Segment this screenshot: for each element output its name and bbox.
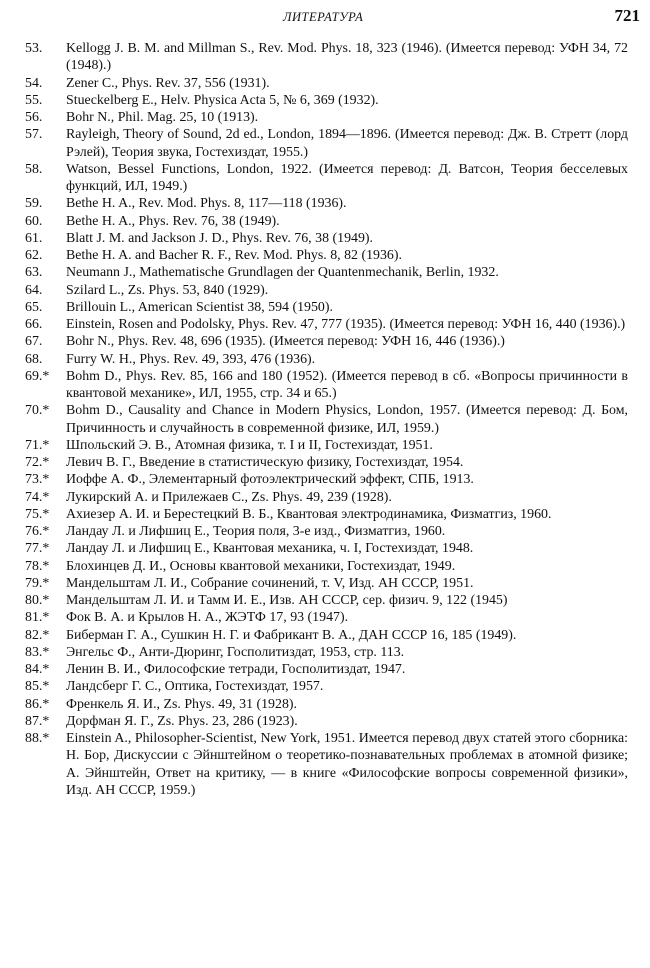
- reference-number: 57.: [25, 127, 43, 143]
- page-number: 721: [614, 6, 640, 25]
- reference-text: Watson, Bessel Functions, London, 1922. (Имеется перевод: Д. Ватсон, Теория бесселевых функций, ИЛ, 1949.): [66, 161, 628, 194]
- reference-number: 87.*: [25, 713, 50, 729]
- reference-item: [0, 678, 650, 695]
- reference-number: 74.*: [25, 489, 50, 505]
- reference-text: Иоффе А. Ф., Элементарный фотоэлектрический эффект, СПБ, 1913.: [66, 472, 474, 488]
- reference-text: Френкель Я. И., Zs. Phys. 49, 31 (1928).: [66, 696, 297, 712]
- reference-text: Blatt J. M. and Jackson J. D., Phys. Rev. 76, 38 (1949).: [66, 230, 373, 246]
- reference-number: 65.: [25, 299, 43, 315]
- reference-number: 54.: [25, 75, 43, 91]
- reference-text: Rayleigh, Theory of Sound, 2d ed., London, 1894—1896. (Имеется перевод: Дж. В. Стретт (лорд Рэлей), Теория звука, Гостехиздат, 1955.): [66, 127, 628, 160]
- reference-text: Биберман Г. А., Сушкин Н. Г. и Фабрикант В. А., ДАН СССР 16, 185 (1949).: [66, 627, 517, 643]
- reference-item: [0, 730, 650, 799]
- reference-number: 66.: [25, 317, 43, 332]
- reference-text: Ленин В. И., Философские тетради, Госполитиздат, 1947.: [66, 662, 406, 677]
- reference-text: Furry W. H., Phys. Rev. 49, 393, 476 (1936).: [66, 351, 316, 367]
- reference-text: Kellogg J. B. M. and Millman S., Rev. Mod. Phys. 18, 323 (1946). (Имеется перевод: УФН 34, 72 (1948).): [66, 41, 628, 74]
- reference-text: Фок В. А. и Крылов Н. А., ЖЭТФ 17, 93 (1947).: [66, 610, 349, 626]
- reference-number: 63.: [25, 265, 43, 281]
- reference-item: [0, 644, 650, 661]
- reference-item: [0, 713, 650, 730]
- reference-item: [0, 402, 650, 437]
- reference-text: Bohr N., Phys. Rev. 48, 696 (1935). (Имеется перевод: УФН 16, 446 (1936).): [66, 334, 505, 350]
- reference-text: Блохинцев Д. И., Основы квантовой механики, Гостехиздат, 1949.: [66, 558, 456, 574]
- reference-number: 81.*: [25, 610, 50, 626]
- reference-item: [0, 282, 650, 299]
- reference-item: [0, 523, 650, 540]
- reference-number: 61.: [25, 230, 43, 246]
- reference-number: 72.*: [25, 455, 50, 470]
- reference-text: Левич В. Г., Введение в статистическую физику, Гостехиздат, 1954.: [66, 455, 464, 470]
- reference-text: Ландау Л. и Лифшиц Е., Квантовая механика, ч. I, Гостехиздат, 1948.: [66, 541, 474, 557]
- reference-item: [0, 351, 650, 368]
- reference-text: Bethe H. A. and Bacher R. F., Rev. Mod. Phys. 8, 82 (1936).: [66, 248, 402, 263]
- reference-item: [0, 489, 650, 506]
- reference-number: 70.*: [25, 403, 50, 419]
- reference-item: [0, 299, 650, 316]
- reference-number: 58.: [25, 161, 43, 177]
- running-header-title: ЛИТЕРАТУРА: [283, 10, 364, 24]
- reference-item: [0, 696, 650, 713]
- reference-number: 68.: [25, 351, 43, 367]
- reference-item: [0, 661, 650, 678]
- reference-item: [0, 333, 650, 350]
- reference-item: [0, 126, 650, 161]
- reference-text: Stueckelberg E., Helv. Physica Acta 5, № 6, 369 (1932).: [66, 92, 379, 108]
- reference-number: 56.: [25, 110, 43, 125]
- reference-number: 77.*: [25, 541, 50, 557]
- reference-number: 88.*: [25, 731, 50, 746]
- reference-number: 55.: [25, 92, 43, 108]
- reference-number: 83.*: [25, 644, 50, 660]
- reference-number: 71.*: [25, 437, 50, 453]
- reference-number: 62.: [25, 248, 43, 263]
- reference-item: [0, 558, 650, 575]
- reference-text: Ландсберг Г. С., Оптика, Гостехиздат, 1957.: [66, 679, 324, 695]
- reference-number: 80.*: [25, 593, 50, 608]
- reference-item: [0, 592, 650, 609]
- reference-number: 73.*: [25, 472, 50, 488]
- reference-item: [0, 213, 650, 230]
- reference-item: [0, 368, 650, 403]
- reference-text: Ландау Л. и Лифшиц Е., Теория поля, 3-е изд., Физматгиз, 1960.: [66, 524, 446, 539]
- reference-item: [0, 230, 650, 247]
- reference-text: Лукирский А. и Прилежаев С., Zs. Phys. 49, 239 (1928).: [66, 489, 392, 505]
- reference-number: 84.*: [25, 662, 50, 677]
- reference-number: 76.*: [25, 524, 50, 539]
- reference-text: Мандельштам Л. И., Собрание сочинений, т. V, Изд. АН СССР, 1951.: [66, 575, 474, 591]
- reference-number: 79.*: [25, 575, 50, 591]
- reference-text: Bohm D., Causality and Chance in Modern Physics, London, 1957. (Имеется перевод: Д. Бом, Причинность и случайность в современной физике, ИЛ, 1959.): [66, 403, 628, 436]
- reference-text: Bohm D., Phys. Rev. 85, 166 and 180 (1952). (Имеется перевод в сб. «Вопросы причинности в квантовой механике», ИЛ, 1955, стр. 34 и 65.): [66, 368, 628, 401]
- reference-text: Einstein, Rosen and Podolsky, Phys. Rev. 47, 777 (1935). (Имеется перевод: УФН 16, 440 (1936).): [66, 317, 626, 332]
- reference-text: Дорфман Я. Г., Zs. Phys. 23, 286 (1923).: [66, 713, 298, 729]
- reference-text: Мандельштам Л. И. и Тамм И. Е., Изв. АН СССР, сер. физич. 9, 122 (1945): [66, 593, 508, 608]
- reference-text: Zener C., Phys. Rev. 37, 556 (1931).: [66, 75, 270, 91]
- reference-item: [0, 161, 650, 196]
- reference-item: [0, 264, 650, 281]
- reference-text: Neumann J., Mathematische Grundlagen der Quantenmechanik, Berlin, 1932.: [66, 265, 499, 281]
- reference-number: 67.: [25, 334, 43, 350]
- reference-number: 64.: [25, 282, 43, 298]
- reference-number: 69.*: [25, 368, 50, 384]
- reference-list: [0, 40, 650, 799]
- reference-item: [0, 609, 650, 626]
- reference-number: 59.: [25, 196, 43, 212]
- reference-number: 78.*: [25, 558, 50, 574]
- reference-number: 75.*: [25, 506, 50, 522]
- reference-item: [0, 195, 650, 212]
- reference-number: 60.: [25, 213, 43, 229]
- reference-text: Шпольский Э. В., Атомная физика, т. I и II, Гостехиздат, 1951.: [66, 437, 433, 453]
- reference-text: Ахиезер А. И. и Берестецкий В. Б., Квантовая электродинамика, Физматгиз, 1960.: [66, 506, 552, 522]
- reference-item: [0, 109, 650, 126]
- reference-text: Brillouin L., American Scientist 38, 594 (1950).: [66, 299, 333, 315]
- reference-item: [0, 437, 650, 454]
- reference-item: [0, 627, 650, 644]
- reference-text: Bethe H. A., Phys. Rev. 76, 38 (1949).: [66, 213, 280, 229]
- reference-item: [0, 540, 650, 557]
- reference-number: 86.*: [25, 696, 50, 712]
- reference-item: [0, 247, 650, 264]
- reference-item: [0, 75, 650, 92]
- reference-number: 85.*: [25, 679, 50, 695]
- reference-item: [0, 506, 650, 523]
- reference-text: Bohr N., Phil. Mag. 25, 10 (1913).: [66, 110, 259, 125]
- reference-item: [0, 471, 650, 488]
- reference-item: [0, 316, 650, 333]
- reference-text: Bethe H. A., Rev. Mod. Phys. 8, 117—118 (1936).: [66, 196, 347, 212]
- reference-number: 53.: [25, 41, 43, 56]
- reference-item: [0, 92, 650, 109]
- reference-item: [0, 575, 650, 592]
- reference-item: [0, 454, 650, 471]
- reference-text: Szilard L., Zs. Phys. 53, 840 (1929).: [66, 282, 269, 298]
- reference-item: [0, 40, 650, 75]
- page-header: [0, 6, 650, 30]
- reference-text: Einstein A., Philosopher-Scientist, New York, 1951. Имеется перевод двух статей этого сборника: Н. Бор, Дискуссии с Эйнштейном о теоретико-познавательных проблемах в атомной физике; А. Эйнштейн, Ответ на критику, — в книге «Философские вопросы современной физики», Изд. АН СССР, 1959.): [66, 731, 628, 798]
- reference-number: 82.*: [25, 627, 50, 643]
- reference-text: Энгельс Ф., Анти-Дюринг, Госполитиздат, 1953, стр. 113.: [66, 644, 405, 660]
